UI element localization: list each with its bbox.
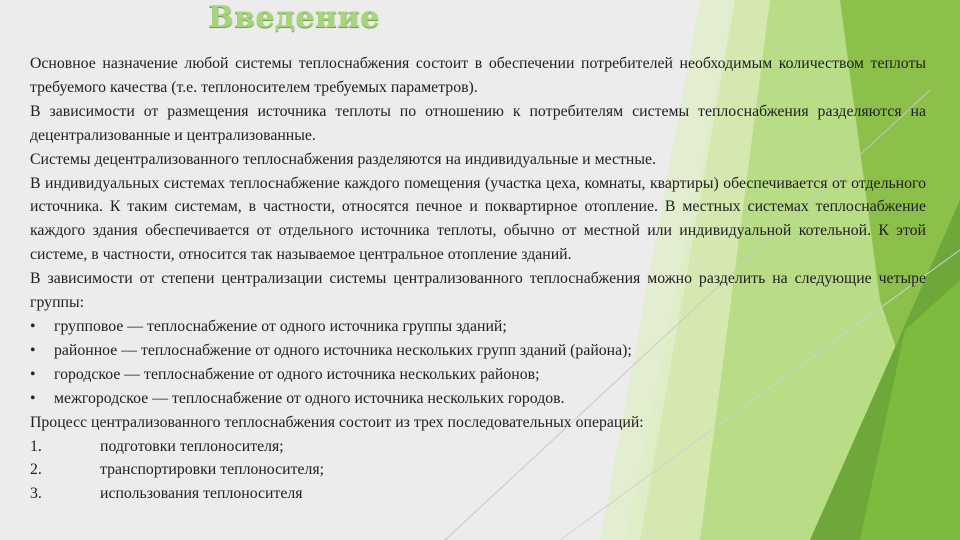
bullet-text: районное — теплоснабжение от одного источника нескольких групп зданий (района); bbox=[54, 341, 632, 359]
item-text: подготовки теплоносителя; bbox=[100, 437, 284, 455]
bullet-item bbox=[30, 363, 926, 387]
item-text: транспортировки теплоносителя; bbox=[100, 461, 325, 479]
item-text: использования теплоносителя bbox=[100, 485, 303, 503]
slide-body bbox=[30, 52, 926, 506]
bullet-marker: • bbox=[30, 341, 36, 359]
bullet-text: групповое — теплоснабжение от одного источника группы зданий; bbox=[54, 317, 507, 335]
bullet-marker: • bbox=[30, 317, 36, 335]
item-number: 3. bbox=[30, 485, 42, 503]
slide-title: Введение bbox=[208, 0, 380, 35]
numbered-item bbox=[30, 482, 926, 506]
process-intro: Процесс централизованного теплоснабжения состоит из трех последовательных операций: bbox=[30, 413, 644, 431]
bullet-item bbox=[30, 387, 926, 411]
paragraph: В индивидуальных системах теплоснабжение каждого помещения (участка цеха, комнаты, квартиры) обеспечивается от отдельного источника. К таким системам, в частности, относятся печное и поквартирное отопление. В местных системах теплоснабжение каждого здания обеспечивается от отдельного источника теплоты, обычно от местной или индивидуальной котельной. К этой системе, в частности, относится так называемое центральное отопление зданий. bbox=[30, 174, 926, 264]
paragraph: В зависимости от размещения источника теплоты по отношению к потребителям системы теплоснабжения разделяются на децентрализованные и централизованные. bbox=[30, 102, 926, 144]
paragraph: Основное назначение любой системы теплоснабжения состоит в обеспечении потребителей необходимым количеством теплоты требуемого качества (т.е. теплоносителем требуемых параметров). bbox=[30, 55, 926, 96]
paragraph: В зависимости от степени централизации системы централизованного теплоснабжения можно разделить на следующие четыре группы: bbox=[30, 270, 926, 312]
paragraph: Системы децентрализованного теплоснабжения разделяются на индивидуальные и местные. bbox=[30, 150, 656, 168]
bullet-text: городское — теплоснабжение от одного источника нескольких районов; bbox=[54, 365, 540, 383]
item-number: 2. bbox=[30, 461, 42, 479]
bullet-item bbox=[30, 315, 926, 339]
numbered-item bbox=[30, 435, 926, 459]
bullet-marker: • bbox=[30, 389, 36, 407]
numbered-item bbox=[30, 458, 926, 482]
bullet-text: межгородское — теплоснабжение от одного источника нескольких городов. bbox=[54, 389, 565, 407]
bullet-marker: • bbox=[30, 365, 36, 383]
bullet-item bbox=[30, 339, 926, 363]
item-number: 1. bbox=[30, 437, 42, 455]
